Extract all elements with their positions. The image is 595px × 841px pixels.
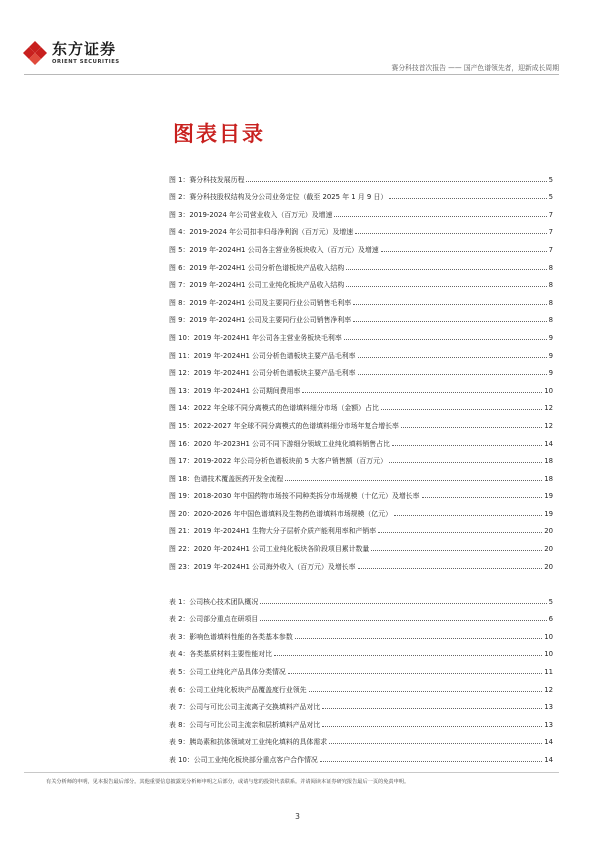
dot-leader xyxy=(358,568,543,569)
dot-leader xyxy=(353,304,547,305)
figure-entry-label: 图 16：2020 年-2023H1 公司不同下游细分领域工业纯化填料销售占比 xyxy=(169,439,390,448)
table-entry-page: 10 xyxy=(544,632,553,641)
figure-entry-label: 图 2：赛分科技股权结构及分公司业务定位（截至 2025 年 1 月 9 日） xyxy=(169,193,388,202)
page-number: 3 xyxy=(295,812,300,821)
dot-leader xyxy=(309,691,543,692)
dot-leader xyxy=(394,515,542,516)
dot-leader xyxy=(288,673,542,674)
figure-entry[interactable] xyxy=(169,236,553,254)
figure-entry-label: 图 14：2022 年全球不同分离模式的色谱填料细分市场（金额）占比 xyxy=(169,404,379,413)
figure-entry-label: 图 20：2020-2026 年中国色谱填料及生物药色谱填料市场规模（亿元） xyxy=(169,509,392,518)
table-entry[interactable] xyxy=(169,658,553,676)
figure-entry[interactable] xyxy=(169,483,553,501)
dot-leader xyxy=(358,357,547,358)
figure-entry-label: 图 1：赛分科技发展历程 xyxy=(169,175,245,184)
figure-entry-page: 9 xyxy=(548,333,553,342)
figure-entry-page: 8 xyxy=(548,298,553,307)
table-entry[interactable] xyxy=(169,676,553,694)
dot-leader xyxy=(422,497,543,498)
figure-entry-label: 图 11：2019 年-2024H1 公司分析色谱板块主要产品毛利率 xyxy=(169,351,356,360)
table-entry[interactable] xyxy=(169,641,553,659)
table-entry-label: 表 1：公司核心技术团队概况 xyxy=(169,597,259,606)
figure-entry-label: 图 22：2020 年-2024H1 公司工业纯化板块各阶段项目累计数量 xyxy=(169,545,370,554)
figure-entry-label: 图 17：2019-2022 年公司分析色谱板块前 5 大客户销售额（百万元） xyxy=(169,457,387,466)
dot-leader xyxy=(353,321,547,322)
table-entry-label: 表 10：公司工业纯化板块部分重点客户合作情况 xyxy=(169,755,318,764)
dot-leader xyxy=(285,480,542,481)
figure-entry[interactable] xyxy=(169,535,553,553)
figure-entry-page: 9 xyxy=(548,369,553,378)
table-entry-label: 表 6：公司工业纯化板块产品覆盖度行业领先 xyxy=(169,685,307,694)
dot-leader xyxy=(322,708,542,709)
figure-entry-label: 图 21：2019 年-2024H1 生物大分子层析介质产能利用率和产销率 xyxy=(169,527,377,536)
figure-entry[interactable] xyxy=(169,201,553,219)
dot-leader xyxy=(381,409,542,410)
table-entry[interactable] xyxy=(169,606,553,624)
table-entry[interactable] xyxy=(169,711,553,729)
figure-entry-page: 20 xyxy=(544,545,553,554)
dot-leader xyxy=(329,743,542,744)
dot-leader xyxy=(389,462,542,463)
dot-leader xyxy=(334,216,546,217)
table-entry-page: 14 xyxy=(544,755,553,764)
table-entry-page: 10 xyxy=(544,650,553,659)
dot-leader xyxy=(401,427,542,428)
figure-entry-label: 图 18：色谱技术覆盖医药开发全流程 xyxy=(169,474,284,483)
figure-entry-page: 5 xyxy=(548,193,553,202)
figure-entry[interactable] xyxy=(169,412,553,430)
figure-entry[interactable] xyxy=(169,289,553,307)
figure-entry[interactable] xyxy=(169,324,553,342)
table-entry[interactable] xyxy=(169,746,553,764)
figure-entry-page: 19 xyxy=(544,509,553,518)
figure-entry[interactable] xyxy=(169,254,553,272)
footer-divider xyxy=(24,772,559,773)
figure-entry-label: 图 5：2019 年-2024H1 公司各主营业务板块收入（百万元）及增速 xyxy=(169,245,379,254)
table-entry-label: 表 3：影响色谱填料性能的各类基本参数 xyxy=(169,632,293,641)
table-entry-page: 13 xyxy=(544,720,553,729)
table-entry[interactable] xyxy=(169,623,553,641)
table-entry-page: 13 xyxy=(544,703,553,712)
figure-entry-label: 图 10：2019 年-2024H1 年公司各主营业务板块毛利率 xyxy=(169,333,342,342)
figure-entry[interactable] xyxy=(169,430,553,448)
figure-entry-label: 图 8：2019 年-2024H1 公司及主要同行业公司销售毛利率 xyxy=(169,298,352,307)
figure-entry[interactable] xyxy=(169,307,553,325)
dot-leader xyxy=(378,532,542,533)
dot-leader xyxy=(371,550,542,551)
figure-entry[interactable] xyxy=(169,518,553,536)
figure-entry[interactable] xyxy=(169,272,553,290)
figure-entry[interactable] xyxy=(169,377,553,395)
dot-leader xyxy=(389,198,546,199)
dot-leader xyxy=(358,374,547,375)
dot-leader xyxy=(260,603,546,604)
figure-entry-page: 12 xyxy=(544,404,553,413)
figure-entry[interactable] xyxy=(169,360,553,378)
table-entry[interactable] xyxy=(169,729,553,747)
table-entry[interactable] xyxy=(169,588,553,606)
table-list xyxy=(169,588,553,764)
company-logo xyxy=(22,38,152,72)
dot-leader xyxy=(355,233,546,234)
figure-list xyxy=(169,166,553,571)
table-entry-label: 表 4：各类基质材料主要性能对比 xyxy=(169,650,273,659)
figure-entry-label: 图 3：2019-2024 年公司营业收入（百万元）及增速 xyxy=(169,210,333,219)
table-entry-page: 6 xyxy=(548,615,553,624)
figure-entry-page: 10 xyxy=(544,386,553,395)
table-entry[interactable] xyxy=(169,694,553,712)
page-header xyxy=(0,0,595,80)
dot-leader xyxy=(346,269,546,270)
table-entry-label: 表 7：公司与可比公司主流离子交换填料产品对比 xyxy=(169,703,321,712)
figure-entry[interactable] xyxy=(169,500,553,518)
figure-entry-page: 7 xyxy=(548,210,553,219)
figure-entry-page: 7 xyxy=(548,228,553,237)
dot-leader xyxy=(260,620,546,621)
dot-leader xyxy=(274,655,542,656)
figure-entry-label: 图 9：2019 年-2024H1 公司及主要同行业公司销售净利率 xyxy=(169,316,352,325)
figure-entry[interactable] xyxy=(169,219,553,237)
figure-entry[interactable] xyxy=(169,395,553,413)
dot-leader xyxy=(346,286,546,287)
figure-entry-label: 图 13：2019 年-2024H1 公司期间费用率 xyxy=(169,386,301,395)
dot-leader xyxy=(302,392,542,393)
figure-entry-label: 图 15：2022-2027 年全球不同分离模式的色谱填料细分市场年复合增长率 xyxy=(169,421,399,430)
dot-leader xyxy=(381,251,547,252)
figure-entry-page: 20 xyxy=(544,527,553,536)
figure-entry[interactable] xyxy=(169,553,553,571)
dot-leader xyxy=(322,726,542,727)
table-entry-page: 11 xyxy=(544,667,553,676)
figure-entry[interactable] xyxy=(169,465,553,483)
figure-entry-page: 12 xyxy=(544,421,553,430)
figure-entry-label: 图 7：2019 年-2024H1 公司工业纯化板块产品收入结构 xyxy=(169,281,345,290)
figure-entry[interactable] xyxy=(169,342,553,360)
toc-title: 图表目录 xyxy=(173,122,265,146)
logo-chinese-name: 东方证券 xyxy=(52,40,117,58)
table-entry-page: 14 xyxy=(544,738,553,747)
table-entry-page: 12 xyxy=(544,685,553,694)
figure-entry-label: 图 12：2019 年-2024H1 公司分析色谱板块主要产品毛利率 xyxy=(169,369,356,378)
dot-leader xyxy=(392,445,542,446)
figure-entry-label: 图 6：2019 年-2024H1 公司分析色谱板块产品收入结构 xyxy=(169,263,345,272)
figure-entry-page: 7 xyxy=(548,245,553,254)
disclaimer-text: 有关分析师的申明，见本报告最后部分。其他重要信息披露见分析师申明之后部分，或请与您的投资代表联系。并请阅读本证券研究报告最后一页的免责申明。 xyxy=(46,779,410,785)
dot-leader xyxy=(344,339,547,340)
table-entry-label: 表 5：公司工业纯化产品具体分类情况 xyxy=(169,667,286,676)
figure-entry-page: 20 xyxy=(544,562,553,571)
figure-entry-page: 8 xyxy=(548,316,553,325)
figure-entry-label: 图 4：2019-2024 年公司扣非归母净利润（百万元）及增速 xyxy=(169,228,354,237)
figure-entry[interactable] xyxy=(169,166,553,184)
figure-entry-page: 8 xyxy=(548,263,553,272)
figure-entry-page: 14 xyxy=(544,439,553,448)
table-entry-label: 表 9：胰岛素和抗体领域对工业纯化填料的具体需求 xyxy=(169,738,328,747)
dot-leader xyxy=(295,638,543,639)
figure-entry-page: 19 xyxy=(544,492,553,501)
figure-entry[interactable] xyxy=(169,184,553,202)
orient-diamond-icon xyxy=(22,40,48,66)
figure-entry-label: 图 23：2019 年-2024H1 公司海外收入（百万元）及增长率 xyxy=(169,562,356,571)
figure-entry[interactable] xyxy=(169,448,553,466)
table-entry-label: 表 8：公司与可比公司主流亲和层析填料产品对比 xyxy=(169,720,321,729)
figure-entry-page: 9 xyxy=(548,351,553,360)
logo-english-name: ORIENT SECURITIES xyxy=(52,59,120,65)
table-entry-page: 5 xyxy=(548,597,553,606)
figure-entry-page: 8 xyxy=(548,281,553,290)
dot-leader xyxy=(246,181,546,182)
figure-entry-page: 18 xyxy=(544,474,553,483)
figure-entry-page: 18 xyxy=(544,457,553,466)
table-entry-label: 表 2：公司部分重点在研项目 xyxy=(169,615,259,624)
header-divider xyxy=(24,74,559,75)
report-title: 赛分科技首次报告 —— 国产色谱领先者，迎新成长周期 xyxy=(391,64,559,72)
figure-entry-page: 5 xyxy=(548,175,553,184)
figure-entry-label: 图 19：2018-2030 年中国药物市场按不同种类拆分市场规模（十亿元）及增长率 xyxy=(169,492,420,501)
dot-leader xyxy=(320,761,542,762)
